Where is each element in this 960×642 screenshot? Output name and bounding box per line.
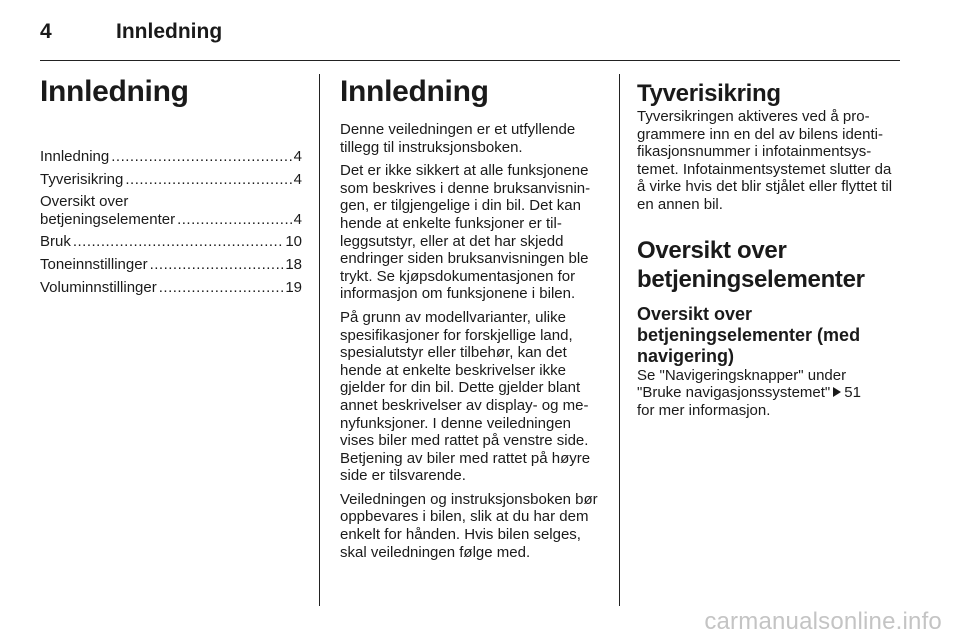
- header-rule: [40, 60, 900, 61]
- overview-sub-line1: Oversikt over: [637, 303, 753, 324]
- toc-title: Innledning: [40, 75, 189, 108]
- watermark: carmanualsonline.info: [704, 608, 942, 635]
- intro-title: Innledning: [340, 75, 489, 108]
- toc-entry-page: 18: [285, 255, 302, 273]
- toc-entry[interactable]: [40, 171, 302, 189]
- toc-leader-dots: [111, 148, 291, 166]
- toc-entry-page: 10: [285, 233, 302, 251]
- column-divider: [319, 74, 320, 606]
- overview-title-line2: betjeningselementer: [637, 265, 865, 293]
- toc-entry-label-line1: Oversikt over: [40, 193, 129, 211]
- overview-text-line2: "Bruke navigasjonssystemet": [637, 384, 831, 402]
- toc-leader-dots: [150, 256, 284, 274]
- overview-text: [637, 367, 903, 420]
- toc-entry-page: 4: [293, 148, 302, 165]
- intro-paragraph: Veiledningen og instruksjonsboken bør oppbevares i bilen, slik at du har dem enkelt for hånden. Hvis bilen selges, skal veiledningen følge med.: [340, 490, 598, 561]
- overview-title: [637, 236, 903, 294]
- toc-entry[interactable]: [40, 148, 302, 166]
- toc-leader-dots: [125, 171, 291, 189]
- toc-entry-page: 4: [293, 170, 302, 188]
- theft-title: Tyverisikring: [637, 80, 781, 107]
- toc-entry[interactable]: [40, 233, 302, 251]
- toc-entry-page: 4: [293, 210, 302, 228]
- page-number: 4: [40, 20, 52, 43]
- toc-entry-label: Voluminnstillinger: [40, 278, 157, 296]
- page-header: [40, 20, 222, 44]
- toc-column: [40, 74, 302, 301]
- overview-text-line1: Se "Navigeringsknapper" under: [637, 366, 847, 384]
- column-divider: [619, 74, 620, 606]
- page-reference-icon: [833, 387, 841, 397]
- toc-leader-dots: [159, 279, 284, 297]
- intro-paragraph: Denne veiledningen er et utfyllende tillegg til instruksjonsboken.: [340, 121, 576, 156]
- toc-entry-label: betjeningselementer: [40, 210, 176, 228]
- overview-sub-line2: betjeningselementer (med: [637, 324, 861, 345]
- toc-entry-label: Tyverisikring: [40, 170, 124, 188]
- toc-entry[interactable]: [40, 193, 302, 228]
- overview-title-line1: Oversikt over: [637, 236, 787, 264]
- right-column: [637, 80, 903, 425]
- header-title: Innledning: [116, 20, 223, 43]
- intro-paragraph: På grunn av modellvarianter, ulike spesifikasjoner for forskjellige land, spesialutstyr eller tilbehør, kan det hende at enkelte beskrivelser ikke gjelder for din bil. Dette gjelder blant annet beskrivelser av display- og menyfunksjoner. I denne veiledningen vises biler med rattet på venstre side. Betjening av biler med rattet på høyre side er tilsvarende.: [340, 308, 591, 485]
- toc-entry[interactable]: [40, 279, 302, 297]
- toc-entry-page: 19: [285, 278, 302, 296]
- toc-entry-label: Innledning: [40, 148, 110, 165]
- toc-leader-dots: [177, 211, 292, 229]
- toc-entry-label: Bruk: [40, 233, 71, 251]
- overview-subtitle: [637, 304, 903, 367]
- toc-leader-dots: [73, 233, 283, 251]
- overview-text-line3: for mer informasjon.: [637, 401, 771, 419]
- toc-entry-label: Toneinnstillinger: [40, 255, 148, 273]
- intro-paragraph: Det er ikke sikkert at alle funksjonene som beskrives i denne bruksanvisningen, er tilgjengelige i din bil. Det kan hende at enkelte funksjoner er tilleggsutstyr, eller at det har skjedd endringer siden bruksanvisningen ble trykt. Se kjøpsdokumentasjonen for informasjon om funksjonene i bilen.: [340, 162, 591, 303]
- intro-column: [340, 74, 604, 567]
- overview-ref-page[interactable]: 51: [844, 384, 861, 402]
- toc-entry[interactable]: [40, 256, 302, 274]
- overview-sub-line3: navigering): [637, 345, 735, 366]
- theft-text: Tyversikringen aktiveres ved å programmere inn en del av bilens identifikasjonsnummer i infotainmentsystemet. Infotainmentsystemet slutter da å virke hvis det blir stjålet eller flyttet til en annen bil.: [637, 108, 893, 213]
